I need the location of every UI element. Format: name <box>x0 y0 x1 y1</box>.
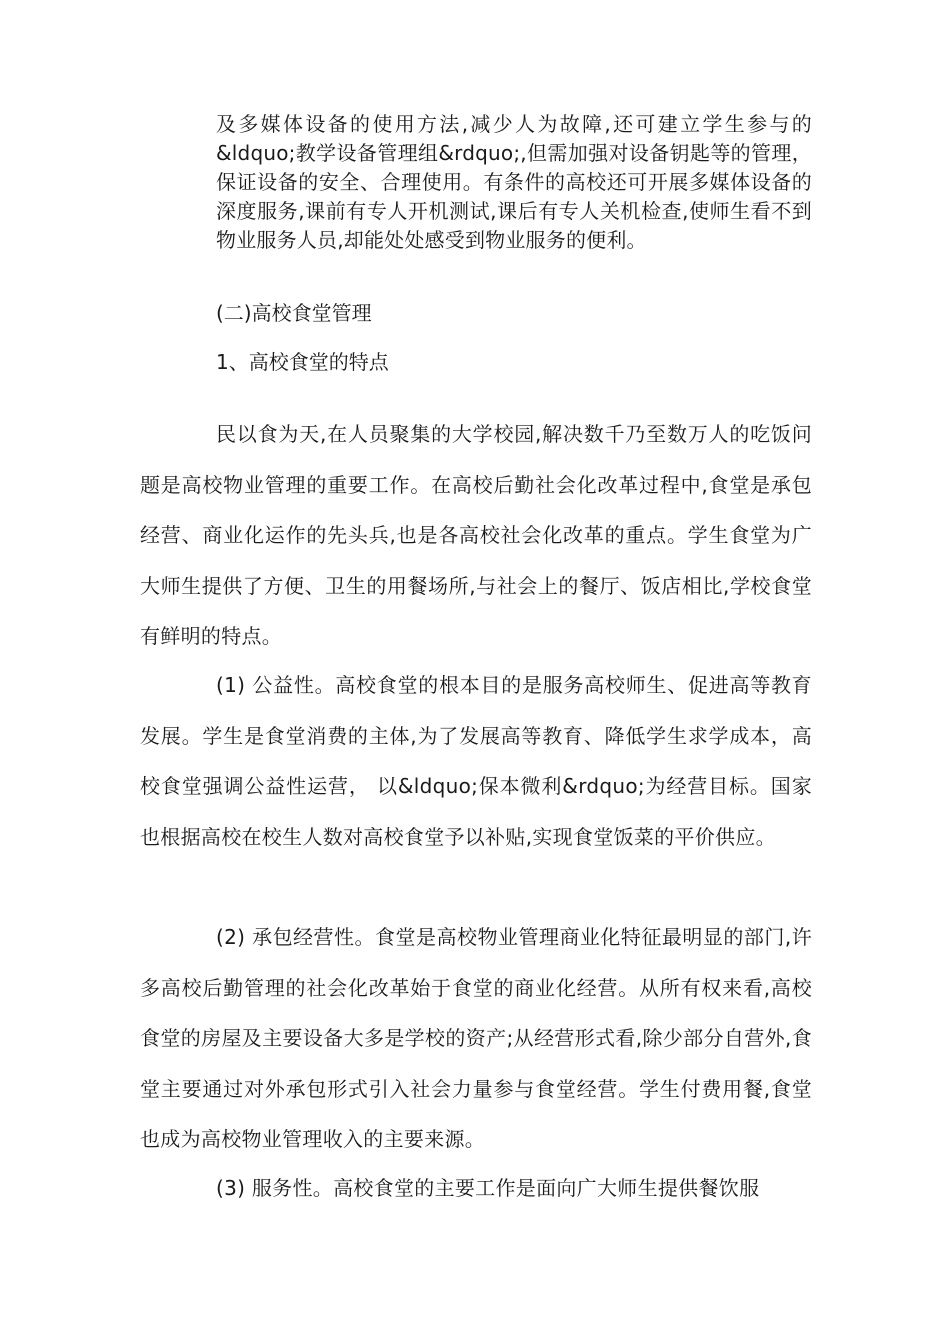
paragraph-intro <box>140 409 812 662</box>
paragraph-contract-operation <box>140 912 812 1165</box>
paragraph-text: (1) 公益性。高校食堂的根本目的是服务高校师生、促进高等教育发展。学生是食堂消费的主体,为了发展高等教育、降低学生求学成本，高校食堂强调公益性运营， 以&ldquo;保本微利&rdquo;为经营目标。国家也根据高校在校生人数对高校食堂予以补贴,实现食堂饭菜的平价供应。 <box>140 673 812 849</box>
subsection-heading: 1、高校食堂的特点 <box>216 350 389 374</box>
paragraph-public-welfare <box>140 660 812 862</box>
paragraph-text: (2) 承包经营性。食堂是高校物业管理商业化特征最明显的部门,许多高校后勤管理的社会化改革始于食堂的商业化经营。从所有权来看,高校食堂的房屋及主要设备大多是学校的资产;从经营形式看,除少部分自营外,食堂主要通过对外承包形式引入社会力量参与食堂经营。学生付费用餐,食堂也成为高校物业管理收入的主要来源。 <box>140 925 812 1151</box>
paragraph-text: 民以食为天,在人员聚集的大学校园,解决数千乃至数万人的吃饭问题是高校物业管理的重要工作。在高校后勤社会化改革过程中,食堂是承包经营、商业化运作的先头兵,也是各高校社会化改革的重点。学生食堂为广大师生提供了方便、卫生的用餐场所,与社会上的餐厅、饭店相比,学校食堂有鲜明的特点。 <box>140 422 812 648</box>
section-heading: (二)高校食堂管理 <box>216 301 372 325</box>
paragraph-service <box>140 1163 812 1214</box>
continuation-paragraph: 及多媒体设备的使用方法,减少人为故障,还可建立学生参与的&ldquo;教学设备管理组&rdquo;,但需加强对设备钥匙等的管理，保证设备的安全、合理使用。有条件的高校还可开展多媒体设备的深度服务,课前有专人开机测试,课后有专人关机检查,使师生看不到物业服务人员,却能处处感受到物业服务的便利。 <box>216 112 812 252</box>
paragraph-text: (3) 服务性。高校食堂的主要工作是面向广大师生提供餐饮服 <box>216 1176 760 1200</box>
